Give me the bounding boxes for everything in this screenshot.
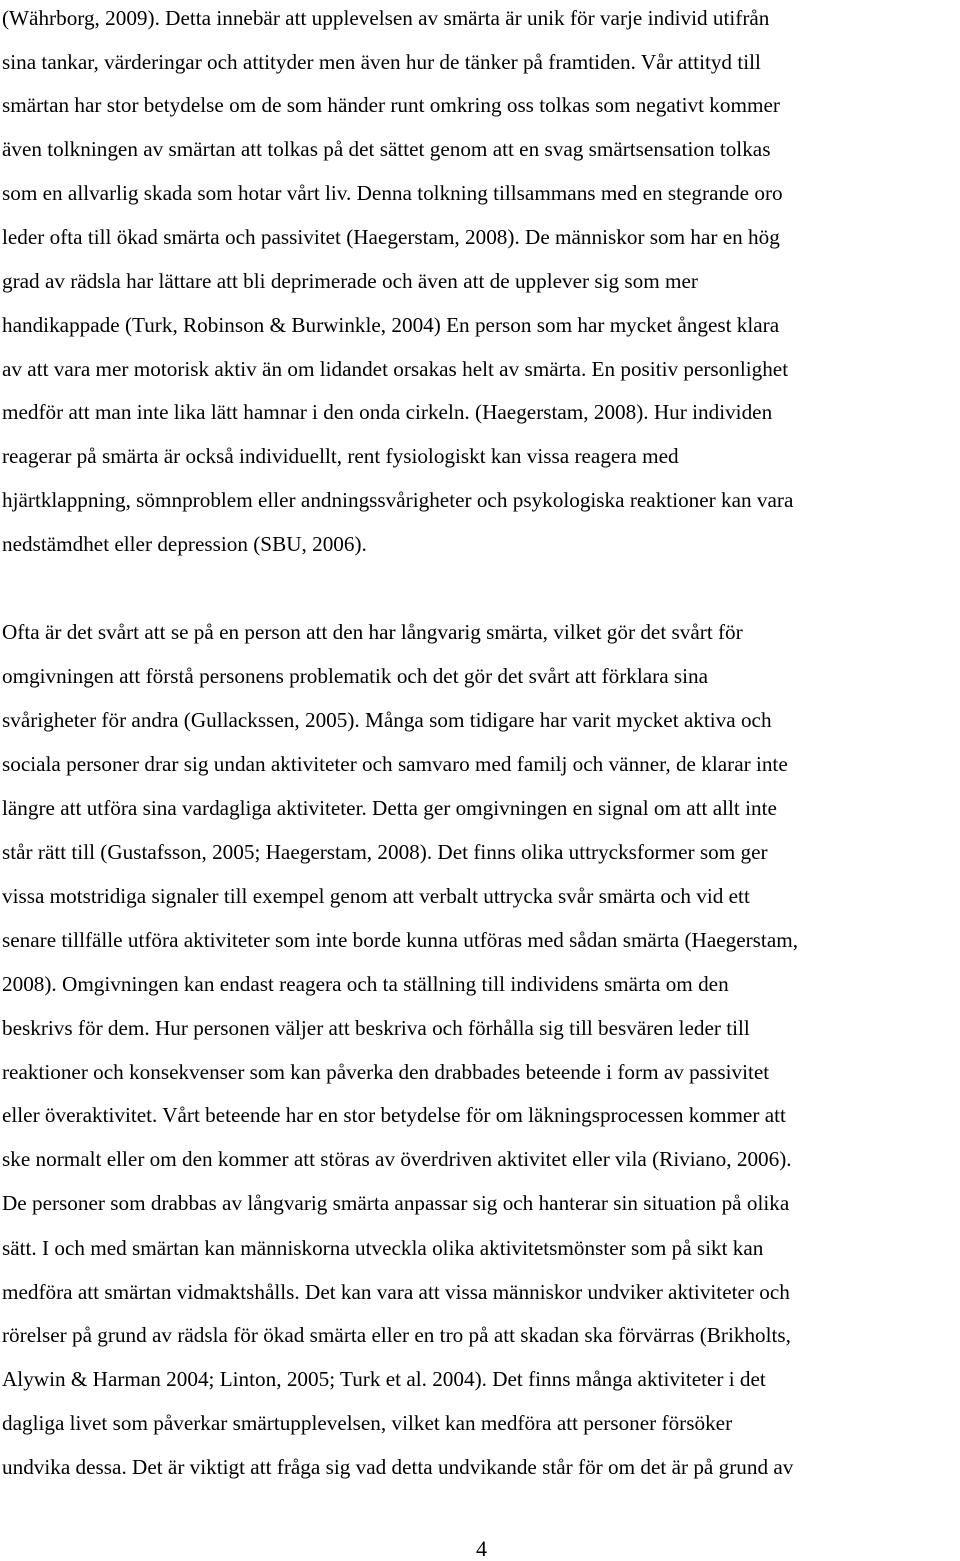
text-line: svårigheter för andra (Gullackssen, 2005). Många som tidigare har varit mycket aktiva och (2, 708, 772, 732)
text-line: undvika dessa. Det är viktigt att fråga sig vad detta undvikande står för om det är på grund av (2, 1455, 794, 1479)
text-line: senare tillfälle utföra aktiviteter som inte borde kunna utföras med sådan smärta (Haegerstam, (2, 928, 799, 952)
text-line: Alywin & Harman 2004; Linton, 2005; Turk et al. 2004). Det finns många aktiviteter i det (2, 1367, 766, 1391)
text-line: av att vara mer motorisk aktiv än om lidandet orsakas helt av smärta. En positiv personlighet (2, 357, 789, 381)
page-number: 4 (476, 1536, 487, 1561)
text-line: smärtan har stor betydelse om de som händer runt omkring oss tolkas som negativt kommer (2, 93, 780, 117)
text-line: nedstämdhet eller depression (SBU, 2006). (2, 532, 367, 556)
text-line: rörelser på grund av rädsla för ökad smärta eller en tro på att skadan ska förvärras (Brikholts, (2, 1323, 791, 1347)
text-line: medföra att smärtan vidmaktshålls. Det kan vara att vissa människor undviker aktiviteter och (2, 1280, 790, 1304)
text-line: sina tankar, värderingar och attityder men även hur de tänker på framtiden. Vår attityd till (2, 50, 761, 74)
text-line: vissa motstridiga signaler till exempel genom att verbalt uttrycka svår smärta och vid ett (2, 884, 750, 908)
text-line: sociala personer drar sig undan aktiviteter och samvaro med familj och vänner, de klarar inte (2, 752, 788, 776)
text-line: reaktioner och konsekvenser som kan påverka den drabbades beteende i form av passivitet (2, 1060, 770, 1084)
text-line: 2008). Omgivningen kan endast reagera och ta ställning till individens smärta om den (2, 972, 729, 996)
text-line: handikappade (Turk, Robinson & Burwinkle, 2004) En person som har mycket ångest klara (2, 313, 780, 337)
text-line: beskrivs för dem. Hur personen väljer att beskriva och förhålla sig till besvären leder till (2, 1016, 750, 1040)
text-line: eller överaktivitet. Vårt beteende har en stor betydelse för om läkningsprocessen kommer att (2, 1103, 786, 1127)
text-line: sätt. I och med smärtan kan människorna utveckla olika aktivitetsmönster som på sikt kan (2, 1236, 764, 1260)
text-line: medför att man inte lika lätt hamnar i den onda cirkeln. (Haegerstam, 2008). Hur individen (2, 400, 773, 424)
text-line: reagerar på smärta är också individuellt, rent fysiologiskt kan vissa reagera med (2, 444, 679, 468)
text-line: längre att utföra sina vardagliga aktiviteter. Detta ger omgivningen en signal om att allt inte (2, 796, 777, 820)
text-line: De personer som drabbas av långvarig smärta anpassar sig och hanterar sin situation på olika (2, 1191, 790, 1215)
text-line: även tolkningen av smärtan att tolkas på det sättet genom att en svag smärtsensation tolkas (2, 137, 771, 161)
text-line: (Währborg, 2009). Detta innebär att upplevelsen av smärta är unik för varje individ utifrån (2, 6, 770, 30)
text-line: grad av rädsla har lättare att bli deprimerade och även att de upplever sig som mer (2, 269, 698, 293)
text-line: Ofta är det svårt att se på en person att den har långvarig smärta, vilket gör det svårt för (2, 620, 743, 644)
text-line: ske normalt eller om den kommer att störas av överdriven aktivitet eller vila (Riviano, 2006). (2, 1147, 792, 1171)
text-line: omgivningen att förstå personens problematik och det gör det svårt att förklara sina (2, 664, 709, 688)
text-line: står rätt till (Gustafsson, 2005; Haegerstam, 2008). Det finns olika uttrycksformer som ger (2, 840, 768, 864)
text-line: dagliga livet som påverkar smärtupplevelsen, vilket kan medföra att personer försöker (2, 1411, 733, 1435)
text-line: hjärtklappning, sömnproblem eller andningssvårigheter och psykologiska reaktioner kan vara (2, 488, 794, 512)
text-line: som en allvarlig skada som hotar vårt liv. Denna tolkning tillsammans med en stegrande oro (2, 181, 783, 205)
text-line: leder ofta till ökad smärta och passivitet (Haegerstam, 2008). De människor som har en hög (2, 225, 780, 249)
